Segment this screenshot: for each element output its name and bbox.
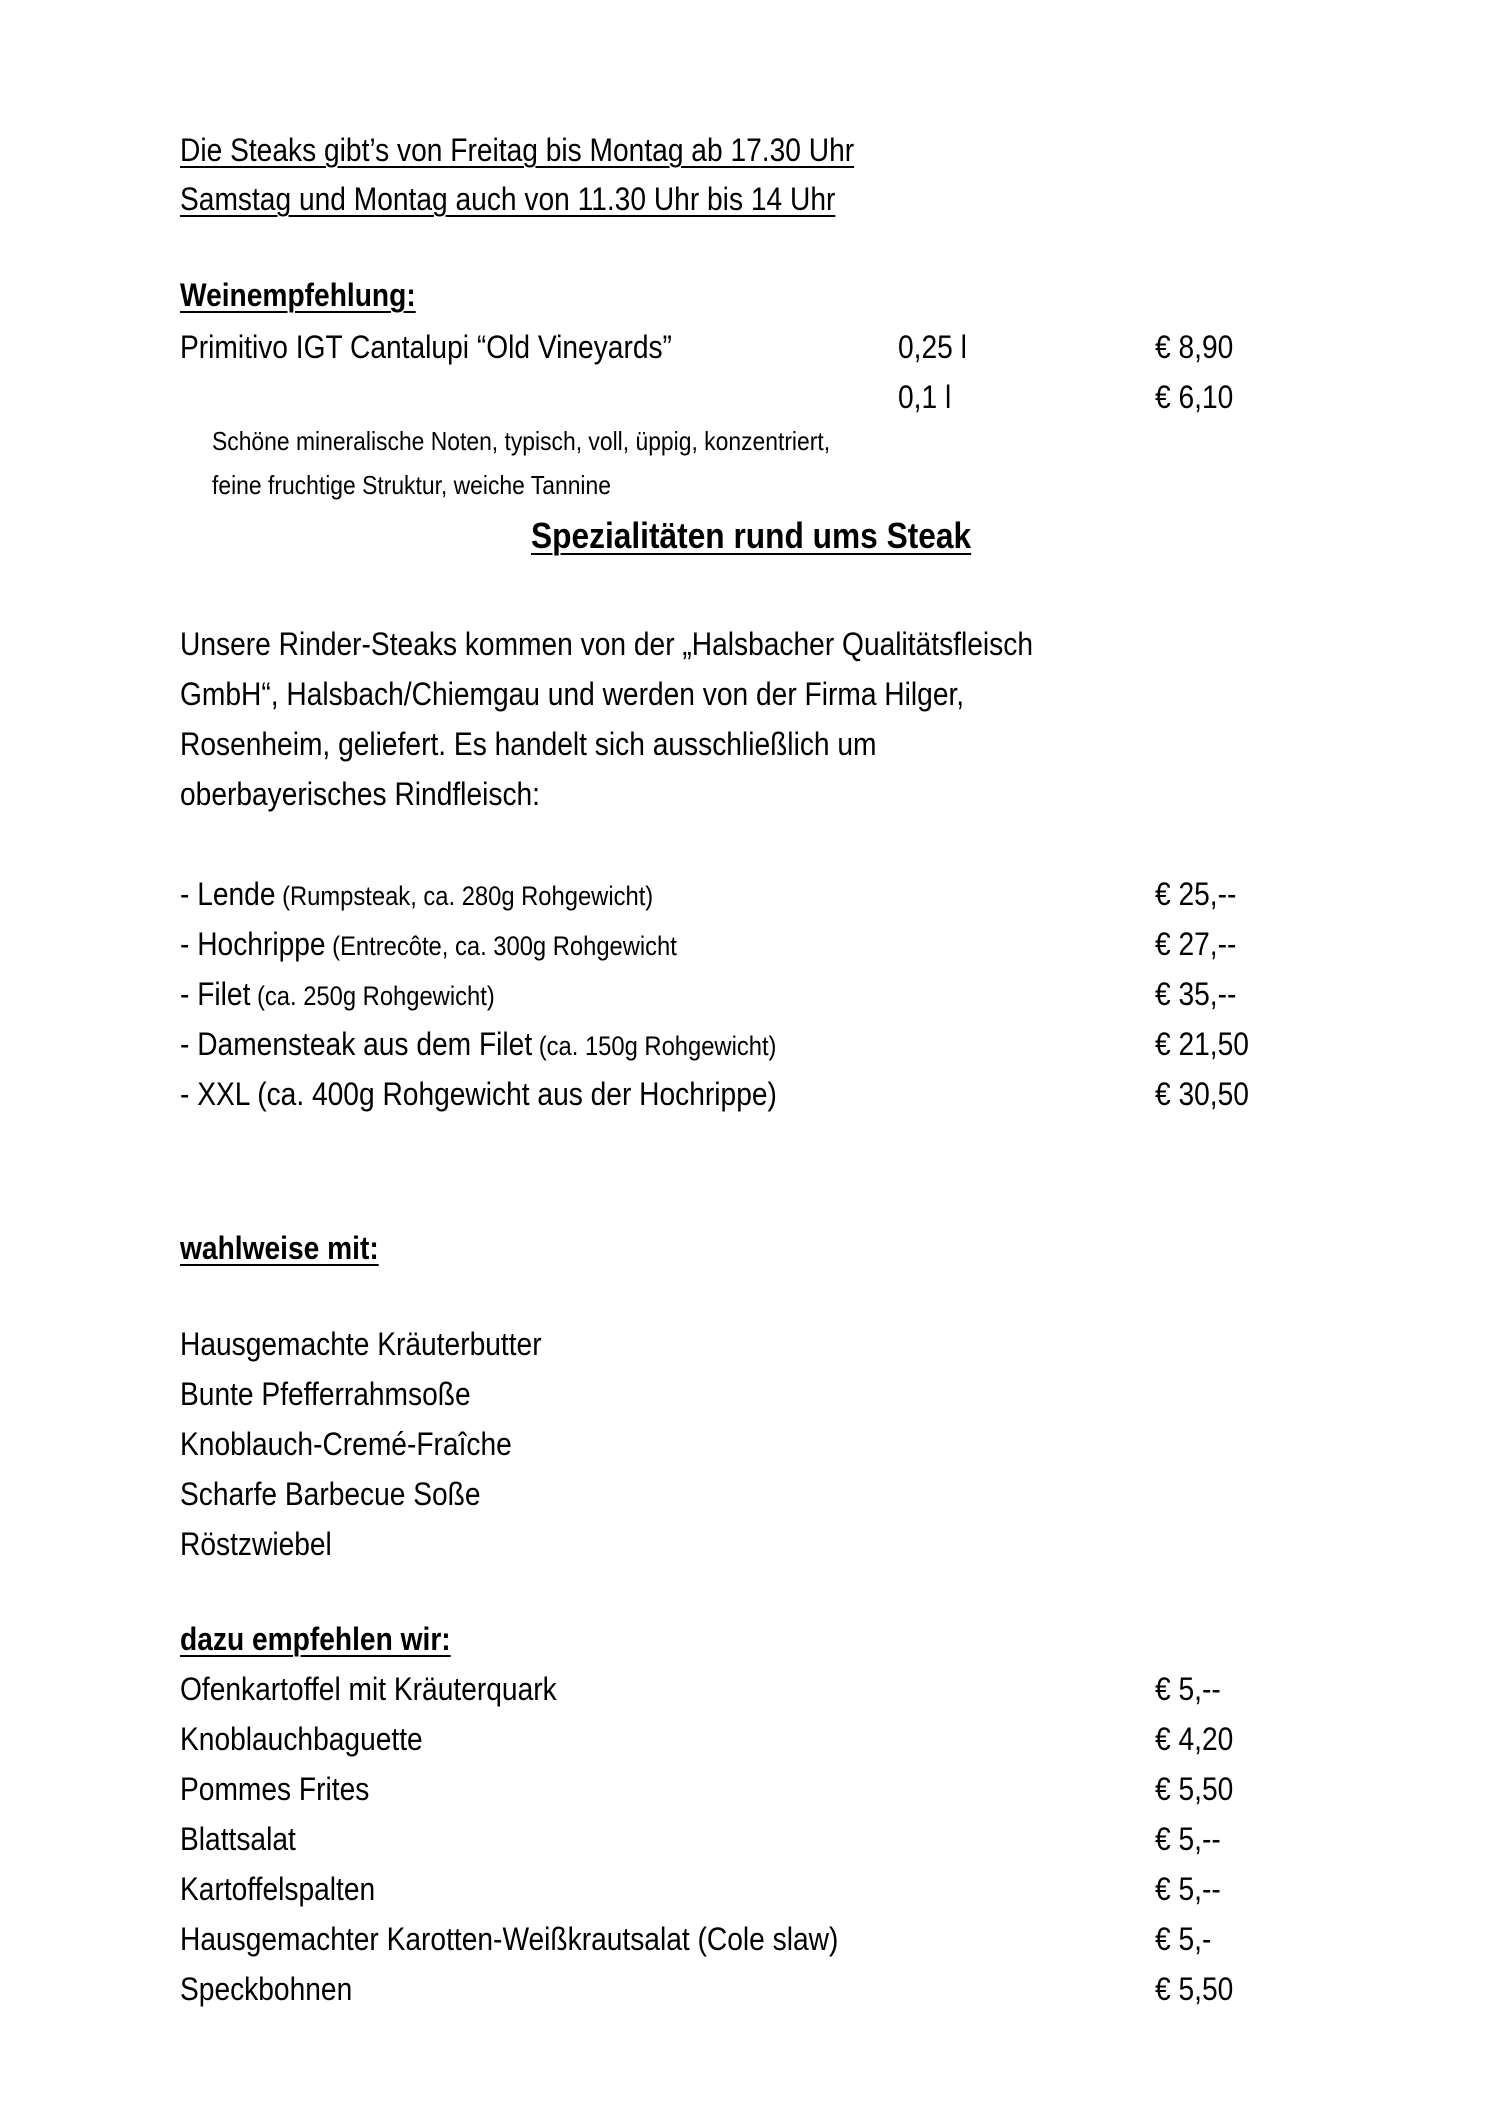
steak-name: - Damensteak aus dem Filet — [180, 1026, 533, 1062]
side-name: Ofenkartoffel mit Kräuterquark — [180, 1671, 557, 1707]
specials-title: Spezialitäten rund ums Steak — [531, 515, 972, 556]
sauce-item: Scharfe Barbecue Soße — [180, 1476, 481, 1512]
steak-detail: (ca. 250g Rohgewicht) — [250, 981, 495, 1011]
steak-item — [180, 878, 653, 910]
side-name: Knoblauchbaguette — [180, 1721, 423, 1757]
wine-description-1: Schöne mineralische Noten, typisch, voll, üppig, konzentriert, — [212, 426, 831, 456]
steak-name: - XXL (ca. 400g Rohgewicht aus der Hochrippe) — [180, 1076, 777, 1112]
sauce-item: Röstzwiebel — [180, 1526, 332, 1562]
wine-price-2: € 6,10 — [1155, 379, 1234, 415]
steak-item — [180, 928, 677, 960]
sauce-item: Hausgemachte Kräuterbutter — [180, 1326, 542, 1362]
hours-line-1: Die Steaks gibt’s von Freitag bis Montag ab 17.30 Uhr — [180, 132, 855, 168]
intro-line-4: oberbayerisches Rindfleisch: — [180, 776, 541, 812]
sides-heading: dazu empfehlen wir: — [180, 1621, 451, 1657]
steak-detail: (Entrecôte, ca. 300g Rohgewicht — [325, 931, 677, 961]
intro-line-3: Rosenheim, geliefert. Es handelt sich ausschließlich um — [180, 726, 877, 762]
specials-title-row — [0, 515, 1493, 556]
wine-heading: Weinempfehlung: — [180, 277, 416, 313]
steak-price: € 35,-- — [1155, 976, 1237, 1012]
steak-price: € 21,50 — [1155, 1026, 1249, 1062]
sauce-item: Knoblauch-Cremé-Fraîche — [180, 1426, 512, 1462]
intro-line-1: Unsere Rinder-Steaks kommen von der „Halsbacher Qualitätsfleisch — [180, 626, 1033, 662]
wine-price-1: € 8,90 — [1155, 329, 1234, 365]
wine-volume-2: 0,1 l — [898, 379, 952, 415]
side-name: Speckbohnen — [180, 1971, 353, 2007]
steak-price: € 30,50 — [1155, 1076, 1249, 1112]
side-price: € 5,50 — [1155, 1971, 1234, 2007]
side-price: € 5,50 — [1155, 1771, 1234, 1807]
side-name: Hausgemachter Karotten-Weißkrautsalat (Cole slaw) — [180, 1921, 839, 1957]
steak-name: - Lende — [180, 876, 276, 912]
sauces-heading: wahlweise mit: — [180, 1230, 379, 1266]
side-price: € 5,-- — [1155, 1671, 1221, 1707]
side-price: € 5,-- — [1155, 1821, 1221, 1857]
side-name: Pommes Frites — [180, 1771, 370, 1807]
sauce-item: Bunte Pfefferrahmsoße — [180, 1376, 471, 1412]
wine-name: Primitivo IGT Cantalupi “Old Vineyards” — [180, 329, 672, 365]
intro-line-2: GmbH“, Halsbach/Chiemgau und werden von der Firma Hilger, — [180, 676, 965, 712]
steak-detail: (Rumpsteak, ca. 280g Rohgewicht) — [275, 881, 654, 911]
side-name: Blattsalat — [180, 1821, 296, 1857]
side-price: € 4,20 — [1155, 1721, 1234, 1757]
side-price: € 5,- — [1155, 1921, 1212, 1957]
wine-volume-1: 0,25 l — [898, 329, 967, 365]
side-price: € 5,-- — [1155, 1871, 1221, 1907]
steak-name: - Filet — [180, 976, 251, 1012]
side-name: Kartoffelspalten — [180, 1871, 376, 1907]
steak-name: - Hochrippe — [180, 926, 326, 962]
steak-detail: (ca. 150g Rohgewicht) — [532, 1031, 777, 1061]
hours-line-2: Samstag und Montag auch von 11.30 Uhr bis 14 Uhr — [180, 181, 836, 217]
wine-description-2: feine fruchtige Struktur, weiche Tannine — [212, 470, 611, 500]
steak-price: € 25,-- — [1155, 876, 1237, 912]
steak-price: € 27,-- — [1155, 926, 1237, 962]
steak-item — [180, 978, 495, 1010]
steak-item — [180, 1078, 777, 1110]
steak-item — [180, 1028, 776, 1060]
